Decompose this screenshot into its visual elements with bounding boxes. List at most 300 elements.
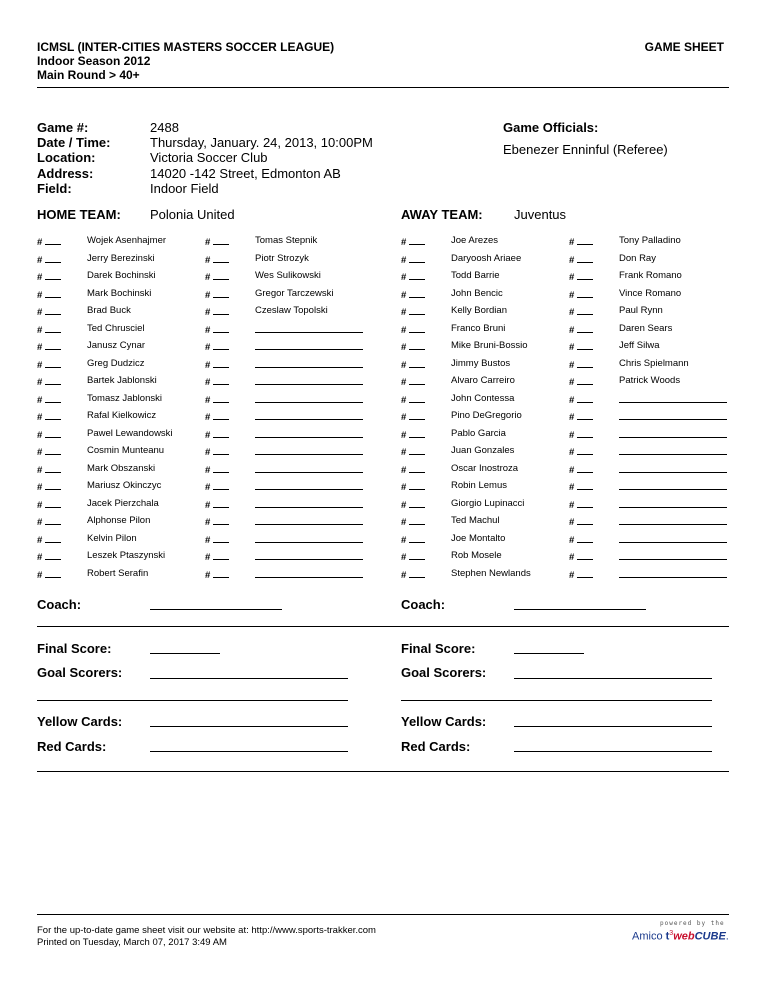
away-player-name: Stephen Newlands [451, 567, 531, 579]
jersey-number-field [37, 253, 61, 266]
cards-divider [37, 771, 729, 772]
number-prefix: # [205, 552, 211, 563]
home-player-name: Tomasz Jablonski [87, 392, 162, 404]
logo-sup: 3 [669, 930, 674, 937]
jersey-number-blank [213, 305, 229, 315]
jersey-number-field [37, 323, 61, 336]
away-team-label: AWAY TEAM: [401, 207, 483, 222]
number-prefix: # [37, 534, 43, 546]
away-team-name: Juventus [514, 207, 567, 222]
number-prefix: # [401, 534, 407, 546]
jersey-number-blank [45, 533, 61, 543]
away-player-blank [619, 568, 727, 578]
jersey-number-field [569, 550, 593, 563]
number-prefix: # [205, 569, 211, 581]
jersey-number-field [37, 463, 61, 476]
jersey-number-field [205, 463, 229, 476]
jersey-number-field [205, 515, 229, 528]
away-player-name: Ted Machul [451, 515, 500, 526]
jersey-number-blank [213, 288, 229, 298]
home-goal-scorers-line-2 [37, 700, 348, 701]
officials-label: Game Officials: [503, 120, 599, 135]
away-red-cards-line [514, 751, 712, 752]
jersey-number-field [569, 480, 593, 493]
jersey-number-blank [409, 358, 425, 368]
jersey-number-blank [577, 288, 593, 298]
jersey-number-field [401, 498, 425, 511]
jersey-number-blank [409, 428, 425, 438]
number-prefix: # [37, 272, 43, 283]
jersey-number-blank [577, 305, 593, 315]
jersey-number-field [569, 445, 593, 458]
jersey-number-field [37, 550, 61, 563]
jersey-number-field [37, 270, 61, 283]
jersey-number-blank [45, 410, 61, 420]
home-player-name: Pawel Lewandowski [87, 427, 173, 439]
away-player-blank [619, 410, 727, 420]
away-player-blank [619, 480, 727, 490]
jersey-number-blank [409, 533, 425, 543]
address: 14020 -142 Street, Edmonton AB [150, 165, 341, 181]
number-prefix: # [401, 429, 407, 441]
date-time: Thursday, January. 24, 2013, 10:00PM [150, 135, 373, 151]
number-prefix: # [37, 289, 43, 301]
number-prefix: # [569, 289, 575, 301]
jersey-number-blank [213, 270, 229, 280]
jersey-number-blank [409, 305, 425, 315]
number-prefix: # [205, 272, 211, 283]
number-prefix: # [37, 412, 43, 423]
jersey-number-field [569, 410, 593, 423]
jersey-number-field [401, 568, 425, 581]
jersey-number-field [205, 480, 229, 493]
jersey-number-blank [213, 533, 229, 543]
number-prefix: # [205, 254, 211, 266]
home-player-name: Robert Serafin [87, 567, 149, 579]
number-prefix: # [205, 324, 211, 336]
number-prefix: # [205, 447, 211, 458]
home-player-name: Mark Obszanski [87, 462, 156, 474]
home-player-blank [255, 515, 363, 525]
jersey-number-blank [577, 410, 593, 420]
jersey-number-blank [409, 375, 425, 385]
jersey-number-field [401, 288, 425, 301]
jersey-number-blank [213, 480, 229, 490]
home-player-blank [255, 410, 363, 420]
jersey-number-blank [409, 410, 425, 420]
jersey-number-field [569, 253, 593, 266]
away-coach-line [514, 609, 646, 610]
footer-printed: Printed on Tuesday, March 07, 2017 3:49 AM [37, 937, 227, 948]
jersey-number-blank [577, 358, 593, 368]
number-prefix: # [569, 499, 575, 511]
home-player-blank [255, 480, 363, 490]
home-player-blank [255, 533, 363, 543]
number-prefix: # [37, 429, 43, 441]
jersey-number-field [569, 533, 593, 546]
jersey-number-field [205, 445, 229, 458]
home-final-score-label: Final Score: [37, 641, 112, 656]
away-player-blank [619, 428, 727, 438]
number-prefix: # [401, 552, 407, 563]
jersey-number-blank [213, 463, 229, 473]
number-prefix: # [401, 359, 407, 371]
jersey-number-blank [45, 463, 61, 473]
jersey-number-field [569, 358, 593, 371]
number-prefix: # [569, 342, 575, 353]
number-prefix: # [205, 517, 211, 528]
home-player-name: Leszek Ptaszynski [87, 550, 166, 561]
home-player-name: Alphonse Pilon [87, 515, 151, 526]
jersey-number-field [205, 375, 229, 388]
jersey-number-blank [213, 375, 229, 385]
number-prefix: # [569, 359, 575, 371]
jersey-number-blank [45, 358, 61, 368]
home-player-name: Rafal Kielkowicz [87, 410, 157, 421]
logo-cube: CUBE [694, 930, 726, 943]
footer-website: For the up-to-date game sheet visit our website at: http://www.sports-trakker.com [37, 925, 376, 936]
away-player-name: Kelly Bordian [451, 305, 507, 316]
number-prefix: # [569, 237, 575, 248]
jersey-number-field [569, 288, 593, 301]
jersey-number-field [37, 305, 61, 318]
away-player-name: Chris Spielmann [619, 357, 689, 369]
number-prefix: # [401, 289, 407, 301]
number-prefix: # [37, 237, 43, 248]
jersey-number-blank [45, 340, 61, 350]
jersey-number-field [205, 305, 229, 318]
number-prefix: # [37, 569, 43, 581]
home-goal-scorers-line [150, 678, 348, 679]
home-coach-line [150, 609, 282, 610]
jersey-number-blank [577, 568, 593, 578]
roster-row [0, 478, 768, 496]
jersey-number-blank [213, 393, 229, 403]
away-coach-label: Coach: [401, 597, 446, 612]
home-player-name: Darek Bochinski [87, 270, 156, 281]
roster-row [0, 426, 768, 444]
number-prefix: # [569, 272, 575, 283]
away-player-name: Todd Barrie [451, 270, 500, 281]
home-player-name: Jacek Pierzchala [87, 497, 159, 509]
jersey-number-field [401, 253, 425, 266]
roster-row [0, 461, 768, 479]
jersey-number-field [37, 358, 61, 371]
away-player-blank [619, 533, 727, 543]
home-red-cards-line [150, 751, 348, 752]
home-player-blank [255, 393, 363, 403]
number-prefix: # [569, 464, 575, 476]
away-goal-scorers-label: Goal Scorers: [401, 665, 487, 680]
jersey-number-field [205, 568, 229, 581]
away-red-cards-label: Red Cards: [401, 739, 471, 754]
away-player-name: Pablo Garcia [451, 427, 506, 439]
away-player-blank [619, 498, 727, 508]
field-label: Field: [37, 180, 72, 196]
jersey-number-field [37, 375, 61, 388]
number-prefix: # [205, 289, 211, 301]
roster-row [0, 373, 768, 391]
jersey-number-field [401, 270, 425, 283]
jersey-number-field [37, 428, 61, 441]
location-label: Location: [37, 150, 96, 166]
jersey-number-blank [409, 288, 425, 298]
jersey-number-blank [213, 410, 229, 420]
coach-divider [37, 626, 729, 627]
logo-dot: . [725, 930, 729, 943]
roster-row [0, 391, 768, 409]
away-player-blank [619, 445, 727, 455]
jersey-number-blank [409, 550, 425, 560]
jersey-number-blank [577, 463, 593, 473]
number-prefix: # [401, 237, 407, 248]
roster-row [0, 408, 768, 426]
roster-row [0, 251, 768, 269]
number-prefix: # [37, 517, 43, 528]
number-prefix: # [37, 499, 43, 511]
number-prefix: # [37, 254, 43, 266]
number-prefix: # [569, 447, 575, 458]
jersey-number-field [205, 428, 229, 441]
jersey-number-field [205, 498, 229, 511]
number-prefix: # [37, 482, 43, 493]
jersey-number-blank [577, 323, 593, 333]
jersey-number-blank [45, 480, 61, 490]
jersey-number-blank [45, 305, 61, 315]
league-name: ICMSL (INTER-CITIES MASTERS SOCCER LEAGUE) [37, 40, 335, 54]
season-name: Indoor Season 2012 [37, 54, 151, 68]
jersey-number-field [401, 410, 425, 423]
jersey-number-field [401, 550, 425, 563]
number-prefix: # [401, 482, 407, 493]
jersey-number-blank [45, 393, 61, 403]
jersey-number-blank [409, 463, 425, 473]
logo-powered-by: powered by the [660, 920, 725, 927]
roster-row [0, 566, 768, 584]
away-player-name: Franco Bruni [451, 322, 506, 334]
jersey-number-field [37, 568, 61, 581]
away-player-blank [619, 515, 727, 525]
jersey-number-field [569, 340, 593, 353]
home-player-name: Brad Buck [87, 305, 131, 316]
number-prefix: # [401, 412, 407, 423]
jersey-number-field [205, 533, 229, 546]
jersey-number-blank [577, 428, 593, 438]
away-yellow-cards-label: Yellow Cards: [401, 714, 487, 729]
home-player-name: Janusz Cynar [87, 340, 146, 351]
away-player-name: Frank Romano [619, 270, 682, 281]
sheet-title: GAME SHEET [644, 40, 724, 54]
jersey-number-field [569, 498, 593, 511]
home-red-cards-label: Red Cards: [37, 739, 107, 754]
jersey-number-blank [577, 253, 593, 263]
jersey-number-blank [45, 235, 61, 245]
away-final-score-line [514, 653, 584, 654]
number-prefix: # [401, 447, 407, 458]
away-goal-scorers-line-2 [401, 700, 712, 701]
logo-web: web [673, 930, 695, 943]
jersey-number-field [205, 270, 229, 283]
away-player-name: John Contessa [451, 392, 515, 404]
jersey-number-field [401, 515, 425, 528]
away-player-name: John Bencic [451, 287, 503, 299]
roster-row [0, 443, 768, 461]
number-prefix: # [569, 377, 575, 388]
number-prefix: # [401, 394, 407, 406]
number-prefix: # [569, 394, 575, 406]
roster-row [0, 286, 768, 304]
jersey-number-blank [45, 375, 61, 385]
number-prefix: # [401, 307, 407, 318]
jersey-number-field [569, 428, 593, 441]
away-player-name: Joe Montalto [451, 532, 506, 544]
logo-t: t [665, 930, 670, 943]
jersey-number-blank [45, 515, 61, 525]
jersey-number-field [37, 445, 61, 458]
number-prefix: # [37, 307, 43, 318]
number-prefix: # [205, 482, 211, 493]
jersey-number-blank [45, 445, 61, 455]
jersey-number-blank [409, 323, 425, 333]
home-player-blank [255, 445, 363, 455]
number-prefix: # [401, 342, 407, 353]
jersey-number-blank [577, 550, 593, 560]
home-team-label: HOME TEAM: [37, 207, 121, 222]
number-prefix: # [205, 377, 211, 388]
jersey-number-blank [409, 340, 425, 350]
home-player-blank [255, 498, 363, 508]
jersey-number-field [401, 428, 425, 441]
away-player-name: Giorgio Lupinacci [451, 497, 525, 509]
jersey-number-blank [409, 235, 425, 245]
home-player-name: Ted Chrusciel [87, 322, 145, 334]
number-prefix: # [205, 307, 211, 318]
jersey-number-field [205, 235, 229, 248]
league-header [37, 40, 334, 82]
number-prefix: # [205, 464, 211, 476]
away-player-name: Juan Gonzales [451, 445, 515, 456]
jersey-number-field [37, 393, 61, 406]
home-player-blank [255, 463, 363, 473]
date-time-label: Date / Time: [37, 135, 111, 151]
number-prefix: # [569, 534, 575, 546]
field: Indoor Field [150, 180, 219, 196]
home-yellow-cards-line [150, 726, 348, 727]
jersey-number-field [401, 445, 425, 458]
number-prefix: # [401, 464, 407, 476]
jersey-number-blank [409, 515, 425, 525]
number-prefix: # [205, 394, 211, 406]
away-player-name: Tony Palladino [619, 235, 681, 246]
number-prefix: # [569, 482, 575, 493]
number-prefix: # [205, 412, 211, 423]
footer-divider [37, 914, 729, 915]
away-player-name: Joe Arezes [451, 235, 498, 246]
jersey-number-blank [213, 550, 229, 560]
jersey-number-blank [409, 445, 425, 455]
home-player-name: Wojek Asenhajmer [87, 235, 167, 246]
number-prefix: # [37, 342, 43, 353]
home-player-blank [255, 375, 363, 385]
roster-row [0, 496, 768, 514]
number-prefix: # [569, 254, 575, 266]
number-prefix: # [37, 324, 43, 336]
home-player-name: Tomas Stepnik [255, 235, 318, 246]
home-team-name: Polonia United [150, 207, 235, 222]
number-prefix: # [401, 254, 407, 266]
jersey-number-field [401, 375, 425, 388]
jersey-number-field [569, 323, 593, 336]
home-player-blank [255, 568, 363, 578]
away-player-name: Patrick Woods [619, 375, 681, 386]
jersey-number-field [205, 410, 229, 423]
number-prefix: # [37, 552, 43, 563]
jersey-number-blank [213, 498, 229, 508]
jersey-number-field [37, 235, 61, 248]
away-player-name: Jimmy Bustos [451, 357, 511, 369]
jersey-number-blank [45, 253, 61, 263]
roster-row [0, 233, 768, 251]
home-player-blank [255, 340, 363, 350]
jersey-number-field [205, 253, 229, 266]
jersey-number-blank [409, 568, 425, 578]
jersey-number-field [37, 410, 61, 423]
jersey-number-blank [45, 428, 61, 438]
home-player-blank [255, 428, 363, 438]
jersey-number-blank [409, 480, 425, 490]
roster-row [0, 513, 768, 531]
jersey-number-field [37, 340, 61, 353]
away-player-name: Alvaro Carreiro [451, 375, 515, 386]
jersey-number-blank [577, 235, 593, 245]
jersey-number-field [569, 375, 593, 388]
away-player-name: Daryoosh Ariaee [451, 252, 522, 264]
away-player-name: Daren Sears [619, 322, 673, 334]
amico-webcube-logo [632, 918, 730, 948]
home-coach-label: Coach: [37, 597, 82, 612]
home-player-name: Gregor Tarczewski [255, 287, 334, 299]
jersey-number-field [569, 235, 593, 248]
roster-row [0, 356, 768, 374]
jersey-number-blank [409, 393, 425, 403]
number-prefix: # [205, 237, 211, 248]
jersey-number-field [401, 393, 425, 406]
away-yellow-cards-line [514, 726, 712, 727]
officials-value: Ebenezer Enninful (Referee) [503, 142, 668, 157]
number-prefix: # [569, 412, 575, 423]
home-player-name: Kelvin Pilon [87, 532, 137, 544]
jersey-number-blank [213, 340, 229, 350]
roster [0, 233, 768, 583]
jersey-number-blank [213, 253, 229, 263]
game-info-labels [37, 120, 110, 196]
jersey-number-field [205, 358, 229, 371]
number-prefix: # [37, 394, 43, 406]
away-player-blank [619, 463, 727, 473]
away-player-name: Jeff Silwa [619, 340, 660, 351]
away-player-name: Don Ray [619, 252, 656, 264]
number-prefix: # [569, 569, 575, 581]
away-player-name: Paul Rynn [619, 305, 663, 316]
home-goal-scorers-label: Goal Scorers: [37, 665, 123, 680]
number-prefix: # [37, 359, 43, 371]
jersey-number-field [401, 340, 425, 353]
jersey-number-field [205, 323, 229, 336]
jersey-number-field [37, 288, 61, 301]
jersey-number-field [401, 358, 425, 371]
jersey-number-field [569, 515, 593, 528]
jersey-number-blank [213, 445, 229, 455]
